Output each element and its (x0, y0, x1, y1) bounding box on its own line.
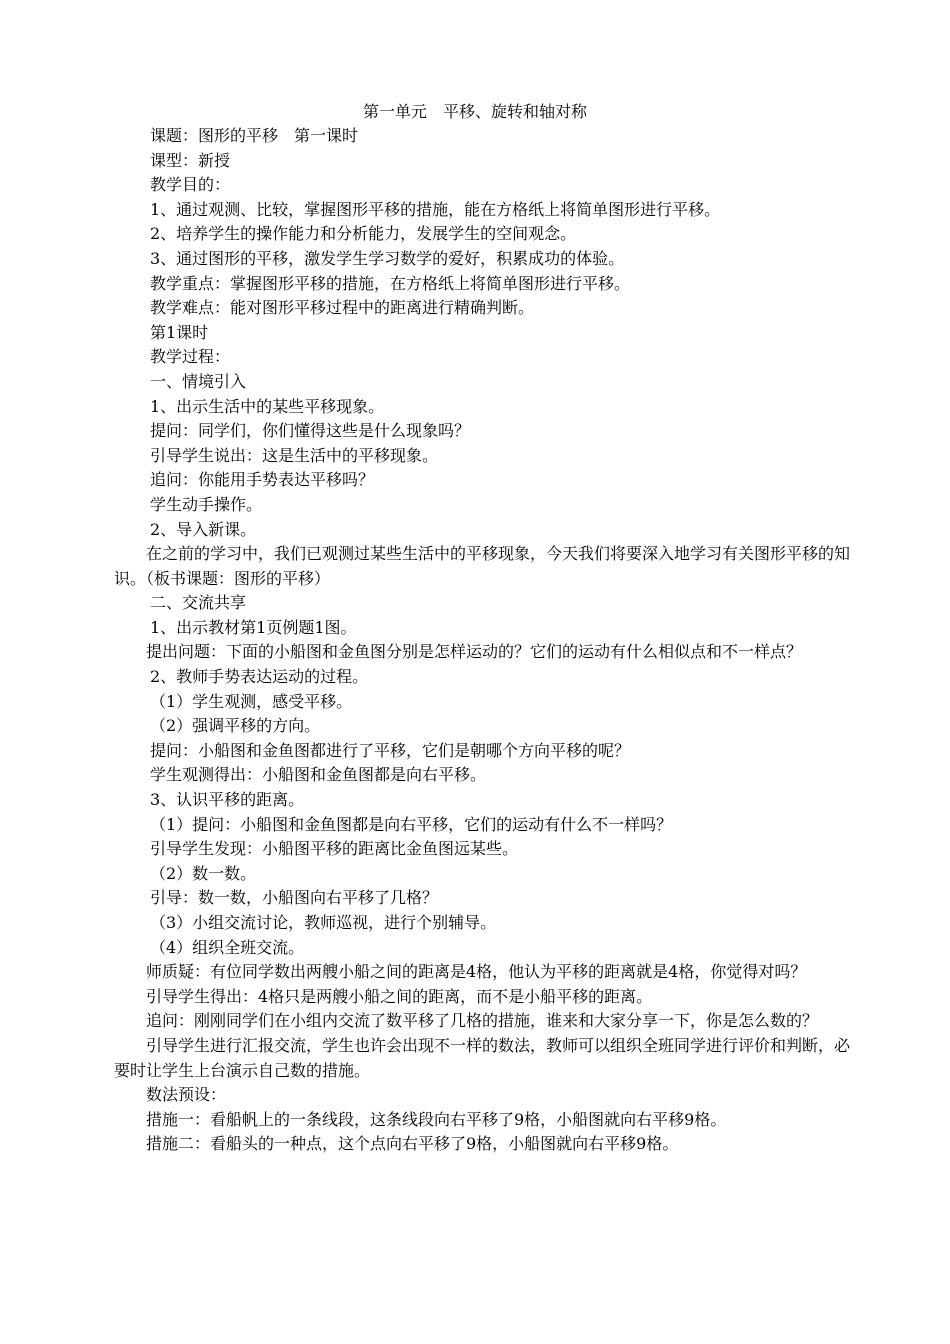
paragraph: 一、情境引入 (150, 371, 247, 391)
paragraph: 2、教师手势表达运动的过程。 (150, 667, 369, 687)
paragraph: 追问：刚刚同学们在小组内交流了数平移了几格的措施，谁来和大家分享一下，你是怎么数的？ (146, 1011, 819, 1031)
paragraph: 1、出示教材第1页例题1图。 (150, 617, 357, 637)
paragraph: 第1课时 (150, 322, 209, 342)
paragraph: 教学重点：掌握图形平移的措施，在方格纸上将简单图形进行平移。 (150, 273, 631, 293)
paragraph: 引导：数一数，小船图向右平移了几格？ (150, 888, 439, 908)
paragraph: 提问：同学们，你们懂得这些是什么现象吗？ (150, 421, 471, 441)
paragraph: （2）强调平移的方向。 (150, 716, 321, 736)
paragraph: 提问：小船图和金鱼图都进行了平移，它们是朝哪个方向平移的呢？ (150, 740, 631, 760)
paragraph: 课型：新授 (150, 150, 231, 170)
paragraph: 师质疑：有位同学数出两艘小船之间的距离是4格，他认为平移的距离就是4格，你觉得对吗？ (146, 962, 807, 982)
paragraph: 数法预设： (146, 1085, 227, 1105)
paragraph: 引导学生得出：4格只是两艘小船之间的距离，而不是小船平移的距离。 (146, 986, 653, 1006)
document-body (114, 124, 850, 1157)
paragraph: 引导学生进行汇报交流，学生也许会出现不一样的数法，教师可以组织全班同学进行评价和判断，必要时让学生上台演示自己数的措施。 (114, 1035, 851, 1080)
paragraph: 1、通过观测、比较，掌握图形平移的措施，能在方格纸上将简单图形进行平移。 (150, 199, 721, 219)
paragraph: 2、培养学生的操作能力和分析能力，发展学生的空间观念。 (150, 224, 577, 244)
paragraph: 学生观测得出：小船图和金鱼图都是向右平移。 (150, 765, 487, 785)
paragraph: 二、交流共享 (150, 593, 247, 613)
paragraph: （1）提问：小船图和金鱼图都是向右平移，它们的运动有什么不一样吗？ (150, 814, 673, 834)
paragraph: （1）学生观测，感受平移。 (150, 691, 353, 711)
paragraph: （3）小组交流讨论，教师巡视，进行个别辅导。 (150, 913, 497, 932)
paragraph: （4）组织全班交流。 (150, 937, 305, 957)
paragraph: 教学目的： (150, 175, 231, 195)
paragraph: 1、出示生活中的某些平移现象。 (150, 396, 385, 416)
paragraph: 2、导入新课。 (150, 519, 257, 539)
paragraph: 引导学生发现：小船图平移的距离比金鱼图远某些。 (150, 839, 519, 859)
paragraph: 措施二：看船头的一种点，这个点向右平移了9格，小船图就向右平移9格。 (146, 1134, 679, 1154)
paragraph: 学生动手操作。 (150, 494, 263, 514)
paragraph: 追问：你能用手势表达平移吗？ (150, 470, 375, 490)
paragraph: 在之前的学习中，我们已观测过某些生活中的平移现象，今天我们将要深入地学习有关图形平移的知识。（板书课题：图形的平移） (114, 544, 851, 588)
paragraph: 3、认识平移的距离。 (150, 790, 305, 810)
paragraph: 课题：图形的平移 第一课时 (150, 126, 359, 145)
paragraph: 教学过程： (150, 347, 231, 367)
paragraph: （2）数一数。 (150, 863, 257, 883)
paragraph: 3、通过图形的平移，激发学生学习数学的爱好，积累成功的体验。 (150, 248, 625, 268)
paragraph: 措施一：看船帆上的一条线段，这条线段向右平移了9格，小船图就向右平移9格。 (146, 1109, 727, 1129)
paragraph: 引导学生说出：这是生活中的平移现象。 (150, 445, 439, 465)
paragraph: 教学难点：能对图形平移过程中的距离进行精确判断。 (150, 298, 535, 318)
document-title: 第一单元 平移、旋转和轴对称 (362, 102, 587, 121)
paragraph: 提出问题：下面的小船图和金鱼图分别是怎样运动的？它们的运动有什么相似点和不一样点？ (146, 642, 803, 662)
